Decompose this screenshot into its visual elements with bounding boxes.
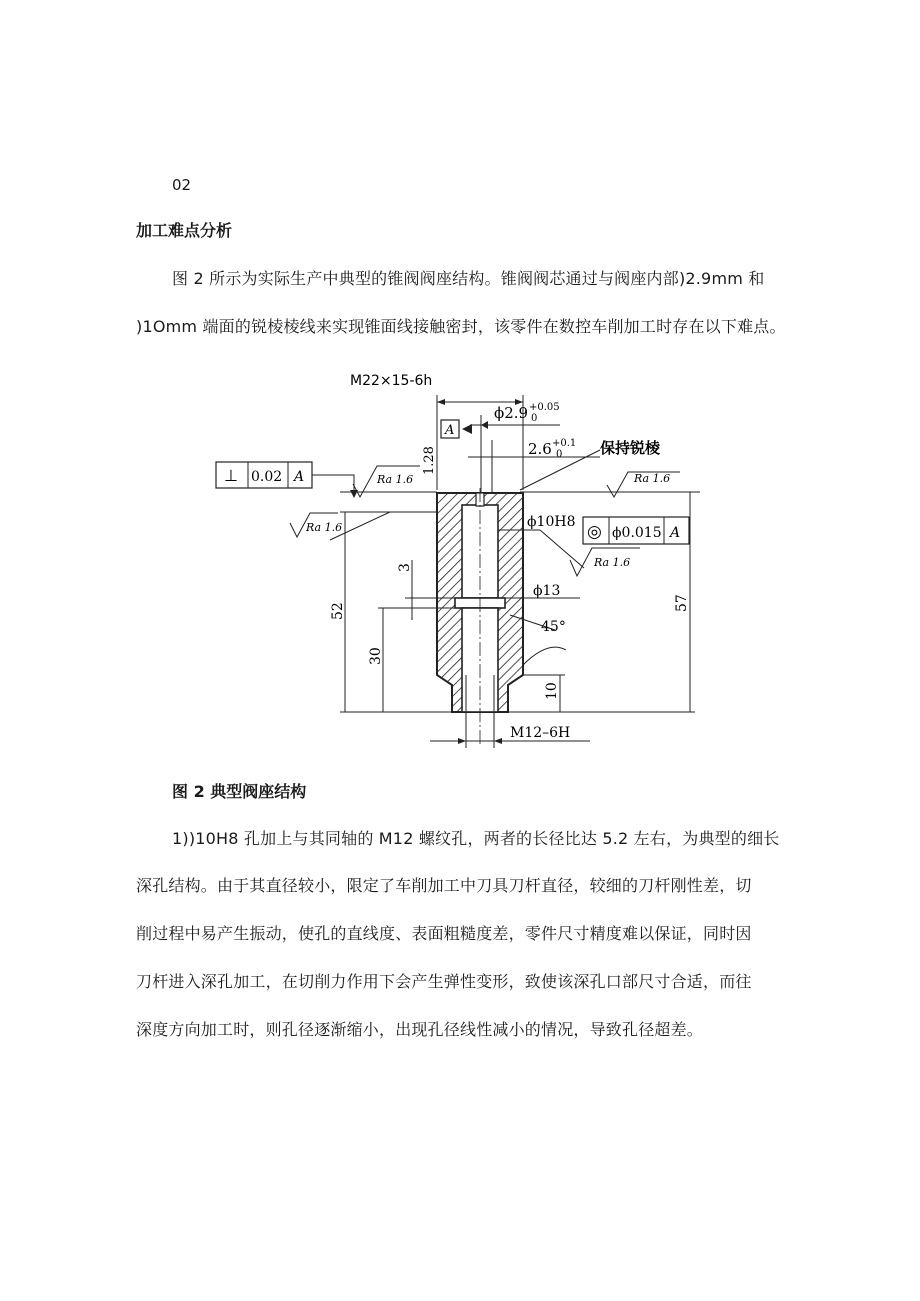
- arrow-icon: [481, 421, 488, 429]
- dim-dia-2-9: ϕ2.9: [494, 404, 529, 422]
- dim-len-2-6-tol-lower: 0: [556, 449, 563, 460]
- perp-datum: A: [294, 469, 305, 485]
- keep-edge-label: 保持锐棱: [600, 439, 661, 457]
- dim-dia-2-9-tol-lower: 0: [531, 413, 538, 424]
- concentricity-icon: ◎: [587, 522, 602, 542]
- perp-value: 0.02: [251, 469, 283, 485]
- roughness-label: Ra 1.6: [306, 521, 343, 534]
- paragraph-line: 深度方向加工时，则孔径逐渐缩小，出现孔径线性减小的情况，导致孔径超差。: [136, 1020, 704, 1039]
- dim-1-28: 1.28: [422, 446, 437, 475]
- dim-10: 10: [544, 682, 560, 700]
- dim-3: 3: [397, 563, 413, 572]
- dim-len-2-6: 2.6: [528, 440, 552, 458]
- conc-datum: A: [670, 525, 681, 541]
- dim-dia-10h8: ϕ10H8: [527, 514, 576, 530]
- roughness-label: Ra 1.6: [634, 472, 671, 485]
- arrow-icon: [494, 738, 502, 744]
- paragraph-line: 削过程中易产生振动，使孔的直线度、表面粗糙度差，零件尺寸精度难以保证，同时因: [136, 924, 752, 943]
- datum-label: A: [445, 423, 455, 438]
- paragraph-line: 1))10H8 孔加上与其同轴的 M12 螺纹孔，两者的长径比达 5.2 左右，为典型的细长: [172, 829, 780, 848]
- datum-triangle-icon: [462, 424, 472, 434]
- paragraph-line: 深孔结构。由于其直径较小，限定了车削加工中刀具刀杆直径，较细的刀杆刚性差，切: [136, 876, 752, 895]
- section-title: 加工难点分析: [136, 221, 233, 240]
- arrow-icon: [437, 399, 445, 405]
- figure-caption: 图 2 典型阀座结构: [172, 782, 307, 801]
- dim-30: 30: [368, 647, 384, 665]
- paragraph-line: 图 2 所示为实际生产中典型的锥阀阀座结构。锥阀阀芯通过与阀座内部)2.9mm 和: [172, 269, 765, 288]
- roughness-label: Ra 1.6: [377, 473, 414, 486]
- dim-dia-13: ϕ13: [533, 583, 561, 599]
- conc-value: ϕ0.015: [612, 525, 662, 541]
- roughness-label: Ra 1.6: [594, 556, 631, 569]
- paragraph-line: )1Omm 端面的锐棱棱线来实现锥面线接触密封，该零件在数控车削加工时存在以下难点。: [136, 317, 786, 336]
- thread-outer-label: M22×15-6h: [350, 373, 433, 389]
- dim-52: 52: [330, 602, 346, 620]
- perpendicularity-icon: ⊥: [224, 466, 238, 485]
- dim-57: 57: [674, 594, 690, 612]
- thread-inner-label: M12–6H: [510, 725, 571, 741]
- angle-45: 45°: [541, 619, 566, 635]
- paragraph-line: 刀杆进入深孔加工，在切削力作用下会产生弹性变形，致使该深孔口部尺寸合适，而往: [136, 972, 752, 991]
- dim-dia-2-9-tol-upper: +0.05: [529, 402, 560, 413]
- dim-len-2-6-tol-upper: +0.1: [552, 438, 577, 449]
- section-number: 02: [172, 176, 192, 194]
- arrow-icon: [458, 738, 466, 744]
